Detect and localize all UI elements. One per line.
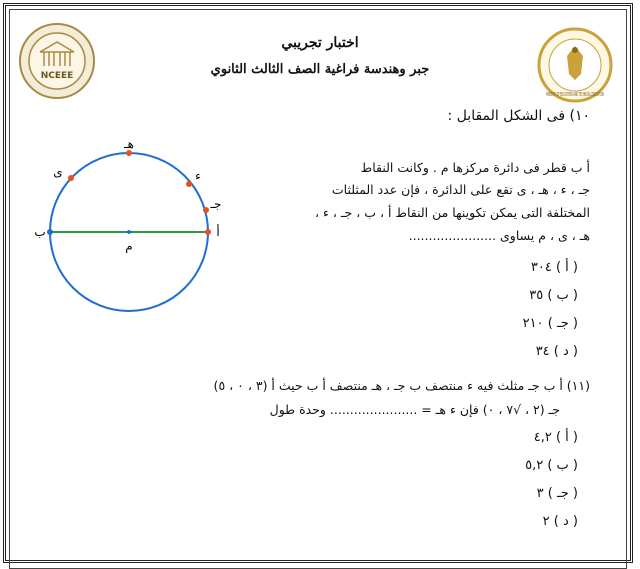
q11-line-2: جـ (٢ ، √٧ ، ٠) فإن ء هـ = ...................... وحدة طول <box>269 402 560 417</box>
label-h: هـ <box>124 140 134 151</box>
exam-title: اختبار تجريبي <box>281 35 359 51</box>
q10-line-2: جـ ، ء ، هـ ، ى تقع على الدائرة ، فإن عدد المثلثات <box>331 182 590 197</box>
nceee-logo <box>18 22 96 100</box>
q11-choice-d[interactable]: ( د ) ٢ <box>542 514 578 529</box>
point-center-m <box>127 230 131 234</box>
q11-choice-a[interactable]: ( أ ) ٤,٢ <box>533 430 578 445</box>
exam-subtitle: جبر وهندسة فراغية الصف الثالث الثانوي <box>210 62 430 77</box>
point-a <box>205 229 211 235</box>
q11-choice-b[interactable]: ( ب ) ٥,٢ <box>525 458 578 473</box>
q11-line-1: (١١) أ ب جـ مثلث فيه ء منتصف ب جـ ، هـ منتصف أ ب حيث أ (٣ ، ٠ ، ٥) <box>213 378 590 393</box>
q10-line-3: المختلفة التى يمكن تكوينها من النقاط أ ، ب ، جـ ، ء ، <box>314 205 590 220</box>
circle-figure <box>30 140 230 320</box>
ministry-logo-text: MINISTRY OF EDUCATION AND TECHNICAL EDUCATION <box>546 92 604 98</box>
q10-choice-c[interactable]: ( جـ ) ٢١٠ <box>522 316 578 331</box>
label-m: م <box>125 239 133 253</box>
point-y <box>68 175 74 181</box>
label-a: أ <box>216 225 220 239</box>
point-d <box>186 181 192 187</box>
q10-choice-a[interactable]: ( أ ) ٣٠٤ <box>530 260 578 275</box>
point-b <box>47 229 53 235</box>
q10-choice-b[interactable]: ( ب ) ٣٥ <box>529 288 578 303</box>
q10-line-4: هـ ، ى ، م يساوى ...................... <box>408 228 590 243</box>
q10-choice-d[interactable]: ( د ) ٣٤ <box>535 344 578 359</box>
q10-line-1: أ ب قطر فى دائرة مركزها م . وكانت النقاط <box>360 160 590 175</box>
point-j <box>203 207 209 213</box>
label-j: جـ <box>210 197 222 211</box>
q10-heading: ١٠) فى الشكل المقابل : <box>447 108 590 124</box>
q11-choice-c[interactable]: ( جـ ) ٣ <box>536 486 578 501</box>
label-y: ى <box>53 165 63 179</box>
label-b: ب <box>34 225 46 239</box>
nceee-logo-text: NCEEE <box>40 71 74 81</box>
label-d: ء <box>195 169 201 183</box>
